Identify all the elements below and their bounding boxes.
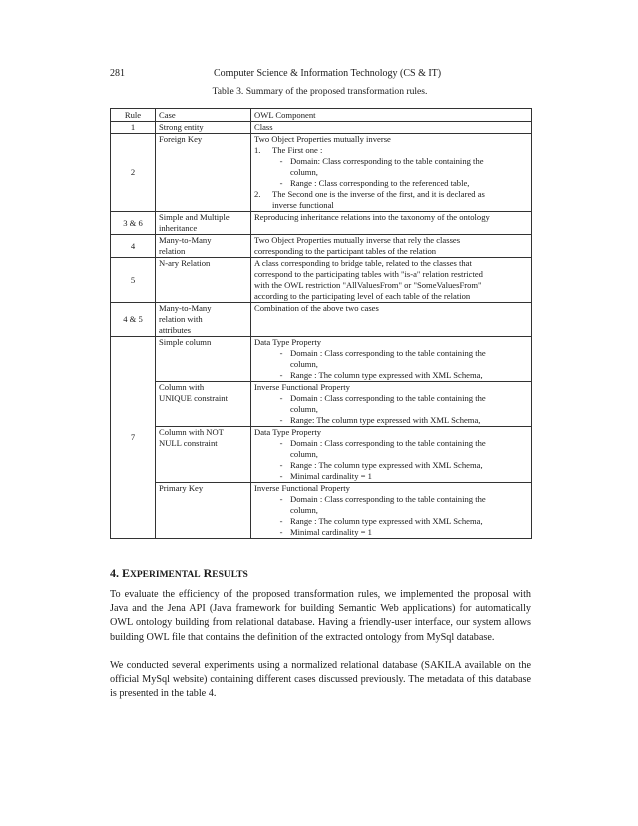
- rule-cell: 2: [111, 134, 156, 212]
- case-cell: Foreign Key: [156, 134, 251, 212]
- list-number: 1.: [254, 145, 261, 155]
- list-number: 2.: [254, 189, 261, 199]
- table-row: [111, 483, 532, 539]
- bullet-dash: -: [279, 527, 283, 537]
- bullet-dash: -: [279, 370, 283, 380]
- rule-cell: 4 & 5: [111, 303, 156, 337]
- bullet-dash: -: [279, 471, 283, 481]
- owl-cell: [251, 134, 532, 212]
- table-row: [111, 212, 532, 235]
- bullet-dash: -: [279, 393, 283, 403]
- body-paragraph: To evaluate the efficiency of the proposed transformation rules, we implemented the proposal with Java and the Jena API (Java framework for building Semantic Web applications) for automatically OWL ontology building from relational database. Having a friendly-user interface, our system allows building OWL file that contains the definition of the extracted ontology from MySql database.: [110, 589, 531, 643]
- owl-bullet: - Domain: Class corresponding to the table containing the: [254, 156, 528, 167]
- owl-line: 1. The First one :: [254, 145, 323, 155]
- rule-cell: 3 & 6: [111, 212, 156, 235]
- rule-cell: 7: [111, 337, 156, 539]
- owl-cell: Data Type Property - Domain : Class corresponding to the table containing the column, - Range : The column type expressed with XML Schema,: [251, 337, 532, 382]
- bullet-dash: -: [279, 178, 283, 188]
- owl-cell: Class: [251, 122, 532, 134]
- owl-bullet: - Range : Class corresponding to the referenced table,: [254, 178, 528, 189]
- owl-line: inverse functional: [272, 200, 334, 210]
- owl-line: column,: [290, 167, 318, 177]
- page-number: 281: [110, 68, 125, 79]
- table-row: [111, 337, 532, 382]
- table-caption: Table 3. Summary of the proposed transformation rules.: [212, 86, 428, 97]
- case-cell: Column with NOT NULL constraint: [156, 427, 251, 483]
- case-cell: Simple and Multiple inheritance: [156, 212, 251, 235]
- bullet-dash: -: [279, 348, 283, 358]
- case-cell: Many-to-Many relation with attributes: [156, 303, 251, 337]
- rule-cell: 4: [111, 235, 156, 258]
- page-header: [110, 68, 530, 82]
- table-row: [111, 258, 532, 303]
- case-cell: Primary Key: [156, 483, 251, 539]
- bullet-dash: -: [279, 494, 283, 504]
- header-rule: Rule: [111, 109, 156, 122]
- owl-cell: Two Object Properties mutually inverse that rely the classes corresponding to the participant tables of the relation: [251, 235, 532, 258]
- body-paragraph: We conducted several experiments using a normalized relational database (SAKILA available on the official MySql website) containing different cases discussed previously. The metadata of this database is presented in the table 4.: [110, 660, 531, 700]
- bullet-dash: -: [279, 460, 283, 470]
- bullet-dash: -: [279, 156, 283, 166]
- case-cell: N-ary Relation: [156, 258, 251, 303]
- case-cell: Simple column: [156, 337, 251, 382]
- journal-title: Computer Science & Information Technology (CS & IT): [214, 68, 442, 79]
- owl-cell: Combination of the above two cases: [251, 303, 532, 337]
- header-case: Case: [156, 109, 251, 122]
- owl-cell: A class corresponding to bridge table, related to the classes that correspond to the participating tables with "is-a" relation restricted with the OWL restriction "AllValuesFrom" or "SomeValuesFrom" according to the participating level of each table of the relation: [251, 258, 532, 303]
- owl-line: Two Object Properties mutually inverse: [254, 134, 391, 144]
- owl-cell: Inverse Functional Property - Domain : Class corresponding to the table containing the column, - Range : The column type expressed with XML Schema, - Minimal cardinality = 1: [251, 483, 532, 539]
- rule-cell: 5: [111, 258, 156, 303]
- bullet-dash: -: [279, 415, 283, 425]
- table-row: [111, 303, 532, 337]
- table-row: [111, 235, 532, 258]
- table-header-row: [111, 109, 532, 122]
- header-owl-component: OWL Component: [251, 109, 532, 122]
- owl-line: 2. The Second one is the inverse of the first, and it is declared as: [254, 189, 485, 199]
- bullet-dash: -: [279, 438, 283, 448]
- owl-cell: Data Type Property - Domain : Class corresponding to the table containing the column, - Range : The column type expressed with XML Schema, - Minimal cardinality = 1: [251, 427, 532, 483]
- table-row: [111, 134, 532, 212]
- table-row: [111, 382, 532, 427]
- case-cell: Column with UNIQUE constraint: [156, 382, 251, 427]
- case-cell: Many-to-Many relation: [156, 235, 251, 258]
- bullet-dash: -: [279, 516, 283, 526]
- table-row: [111, 427, 532, 483]
- transformation-rules-table: [110, 108, 532, 539]
- rule-cell: 1: [111, 122, 156, 134]
- owl-cell: Reproducing inheritance relations into the taxonomy of the ontology: [251, 212, 532, 235]
- case-cell: Strong entity: [156, 122, 251, 134]
- table-row: [111, 122, 532, 134]
- section-heading: 4. EXPERIMENTAL RESULTS: [110, 566, 248, 580]
- owl-cell: Inverse Functional Property - Domain : Class corresponding to the table containing the column, - Range: The column type expressed with XML Schema,: [251, 382, 532, 427]
